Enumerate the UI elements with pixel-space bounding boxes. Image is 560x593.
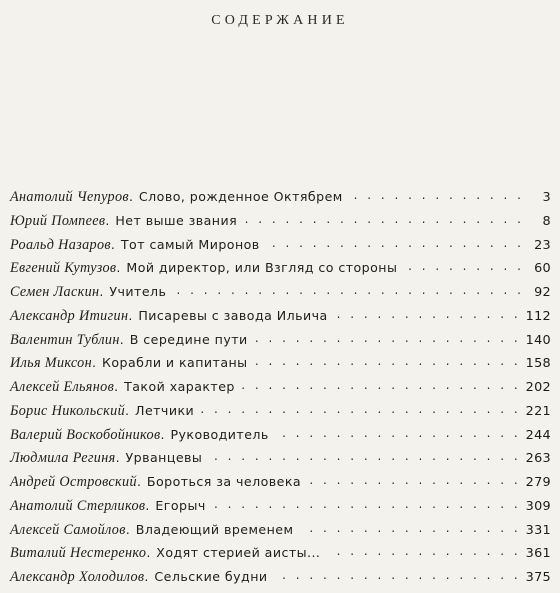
entry-separator: . — [145, 497, 150, 513]
dot-leader — [349, 188, 524, 202]
toc-entry — [10, 280, 551, 304]
entry-page-number: 221 — [525, 403, 551, 419]
entry-page-number: 92 — [534, 285, 551, 300]
entry-title: В середине пути — [129, 331, 248, 347]
entry-page-number: 279 — [525, 475, 551, 490]
entry-author: Илья Миксон — [10, 355, 92, 372]
dot-leader — [299, 521, 520, 535]
entry-page-number: 244 — [525, 427, 551, 443]
entry-title: Ходят стерией аисты... — [156, 545, 321, 561]
toc-entry — [10, 470, 551, 494]
entry-page-number: 331 — [525, 522, 551, 538]
entry-author: Валерий Воскобойников — [10, 426, 161, 443]
dot-leader — [254, 331, 521, 345]
dot-leader — [334, 307, 521, 321]
toc-entry — [10, 423, 551, 447]
contents-heading: СОДЕРЖАНИЕ — [211, 13, 349, 28]
entry-title: Корабли и капитаны — [101, 355, 248, 371]
entry-page-number: 23 — [534, 237, 551, 253]
entry-separator: . — [99, 284, 104, 299]
dot-leader — [254, 354, 521, 368]
entry-title: Руководитель — [170, 426, 269, 442]
entry-separator: . — [119, 331, 124, 347]
entry-separator: . — [128, 189, 133, 204]
entry-author: Семен Ласкин — [10, 284, 100, 300]
entry-page-number: 263 — [525, 451, 551, 467]
toc-entry — [10, 565, 551, 589]
entry-title: Нет выше звания — [115, 212, 238, 228]
entry-author: Роальд Назаров — [10, 236, 111, 253]
entry-author: Александр Итигин — [10, 307, 129, 324]
entry-title: Бороться за человека — [146, 474, 302, 489]
entry-separator: . — [116, 260, 121, 276]
entry-separator: . — [136, 474, 141, 489]
entry-page-number: 202 — [525, 380, 551, 395]
entry-author: Алексей Ельянов — [10, 379, 115, 395]
toc-entry — [10, 494, 551, 518]
table-of-contents — [10, 185, 551, 589]
toc-entry — [10, 446, 551, 470]
entry-separator: . — [91, 355, 96, 371]
toc-entry — [10, 541, 551, 565]
dot-leader — [172, 283, 524, 297]
entry-author: Юрий Помпеев — [10, 212, 106, 229]
entry-title: Владеющий временем — [135, 521, 294, 537]
toc-entry — [10, 185, 551, 209]
toc-entry — [10, 256, 551, 280]
dot-leader — [307, 473, 521, 487]
entry-author: Анатолий Стерликов — [10, 497, 146, 514]
entry-page-number: 375 — [525, 570, 551, 585]
entry-title: Егорыч — [155, 497, 206, 513]
entry-author: Алексей Самойлов — [10, 521, 126, 538]
entry-title: Летчики — [135, 402, 195, 418]
entry-title: Урванцевы — [125, 450, 203, 466]
entry-separator: . — [115, 450, 120, 466]
entry-separator: . — [144, 569, 149, 584]
entry-separator: . — [125, 402, 130, 418]
entry-page-number: 158 — [525, 356, 551, 372]
dot-leader — [275, 426, 521, 440]
entry-author: Виталий Нестеренко — [10, 545, 147, 562]
dot-leader — [241, 378, 521, 392]
dot-leader — [243, 212, 524, 226]
dot-leader — [274, 568, 521, 582]
dot-leader — [266, 236, 524, 250]
entry-separator: . — [105, 212, 110, 228]
entry-separator: . — [128, 307, 133, 323]
dot-leader — [326, 544, 520, 558]
entry-page-number: 3 — [542, 190, 551, 205]
entry-author: Анатолий Чепуров — [10, 189, 129, 205]
entry-separator: . — [114, 379, 119, 394]
entry-page-number: 8 — [542, 213, 551, 229]
toc-entry — [10, 209, 551, 233]
toc-entry — [10, 518, 551, 542]
dot-leader — [212, 497, 521, 511]
entry-author: Борис Никольский — [10, 402, 126, 419]
entry-title: Учитель — [109, 284, 167, 299]
entry-author: Валентин Тублин — [10, 331, 120, 348]
entry-separator: . — [110, 236, 115, 252]
entry-page-number: 361 — [525, 546, 551, 562]
entry-title: Слово, рожденное Октябрем — [138, 189, 343, 204]
toc-entry — [10, 399, 551, 423]
entry-separator: . — [125, 521, 130, 537]
entry-author: Александр Холодилов — [10, 569, 145, 585]
entry-author: Андрей Островский — [10, 474, 137, 490]
entry-title: Писаревы с завода Ильича — [138, 307, 328, 323]
entry-separator: . — [146, 545, 151, 561]
toc-entry — [10, 328, 551, 352]
dot-leader — [200, 402, 521, 416]
dot-leader — [208, 449, 520, 463]
toc-entry — [10, 233, 551, 257]
entry-title: Сельские будни — [154, 569, 268, 584]
toc-entry — [10, 375, 551, 399]
entry-page-number: 60 — [534, 261, 551, 277]
entry-title: Мой директор, или Взгляд со стороны — [126, 260, 398, 276]
entry-page-number: 309 — [525, 498, 551, 514]
entry-title: Такой характер — [124, 379, 235, 394]
toc-entry — [10, 351, 551, 375]
entry-separator: . — [160, 426, 165, 442]
entry-author: Людмила Региня — [10, 450, 116, 467]
entry-page-number: 140 — [525, 332, 551, 348]
entry-author: Евгений Кутузов — [10, 260, 117, 277]
toc-entry — [10, 304, 551, 328]
entry-title: Тот самый Миронов — [120, 236, 260, 252]
dot-leader — [403, 259, 524, 273]
entry-page-number: 112 — [525, 308, 551, 324]
